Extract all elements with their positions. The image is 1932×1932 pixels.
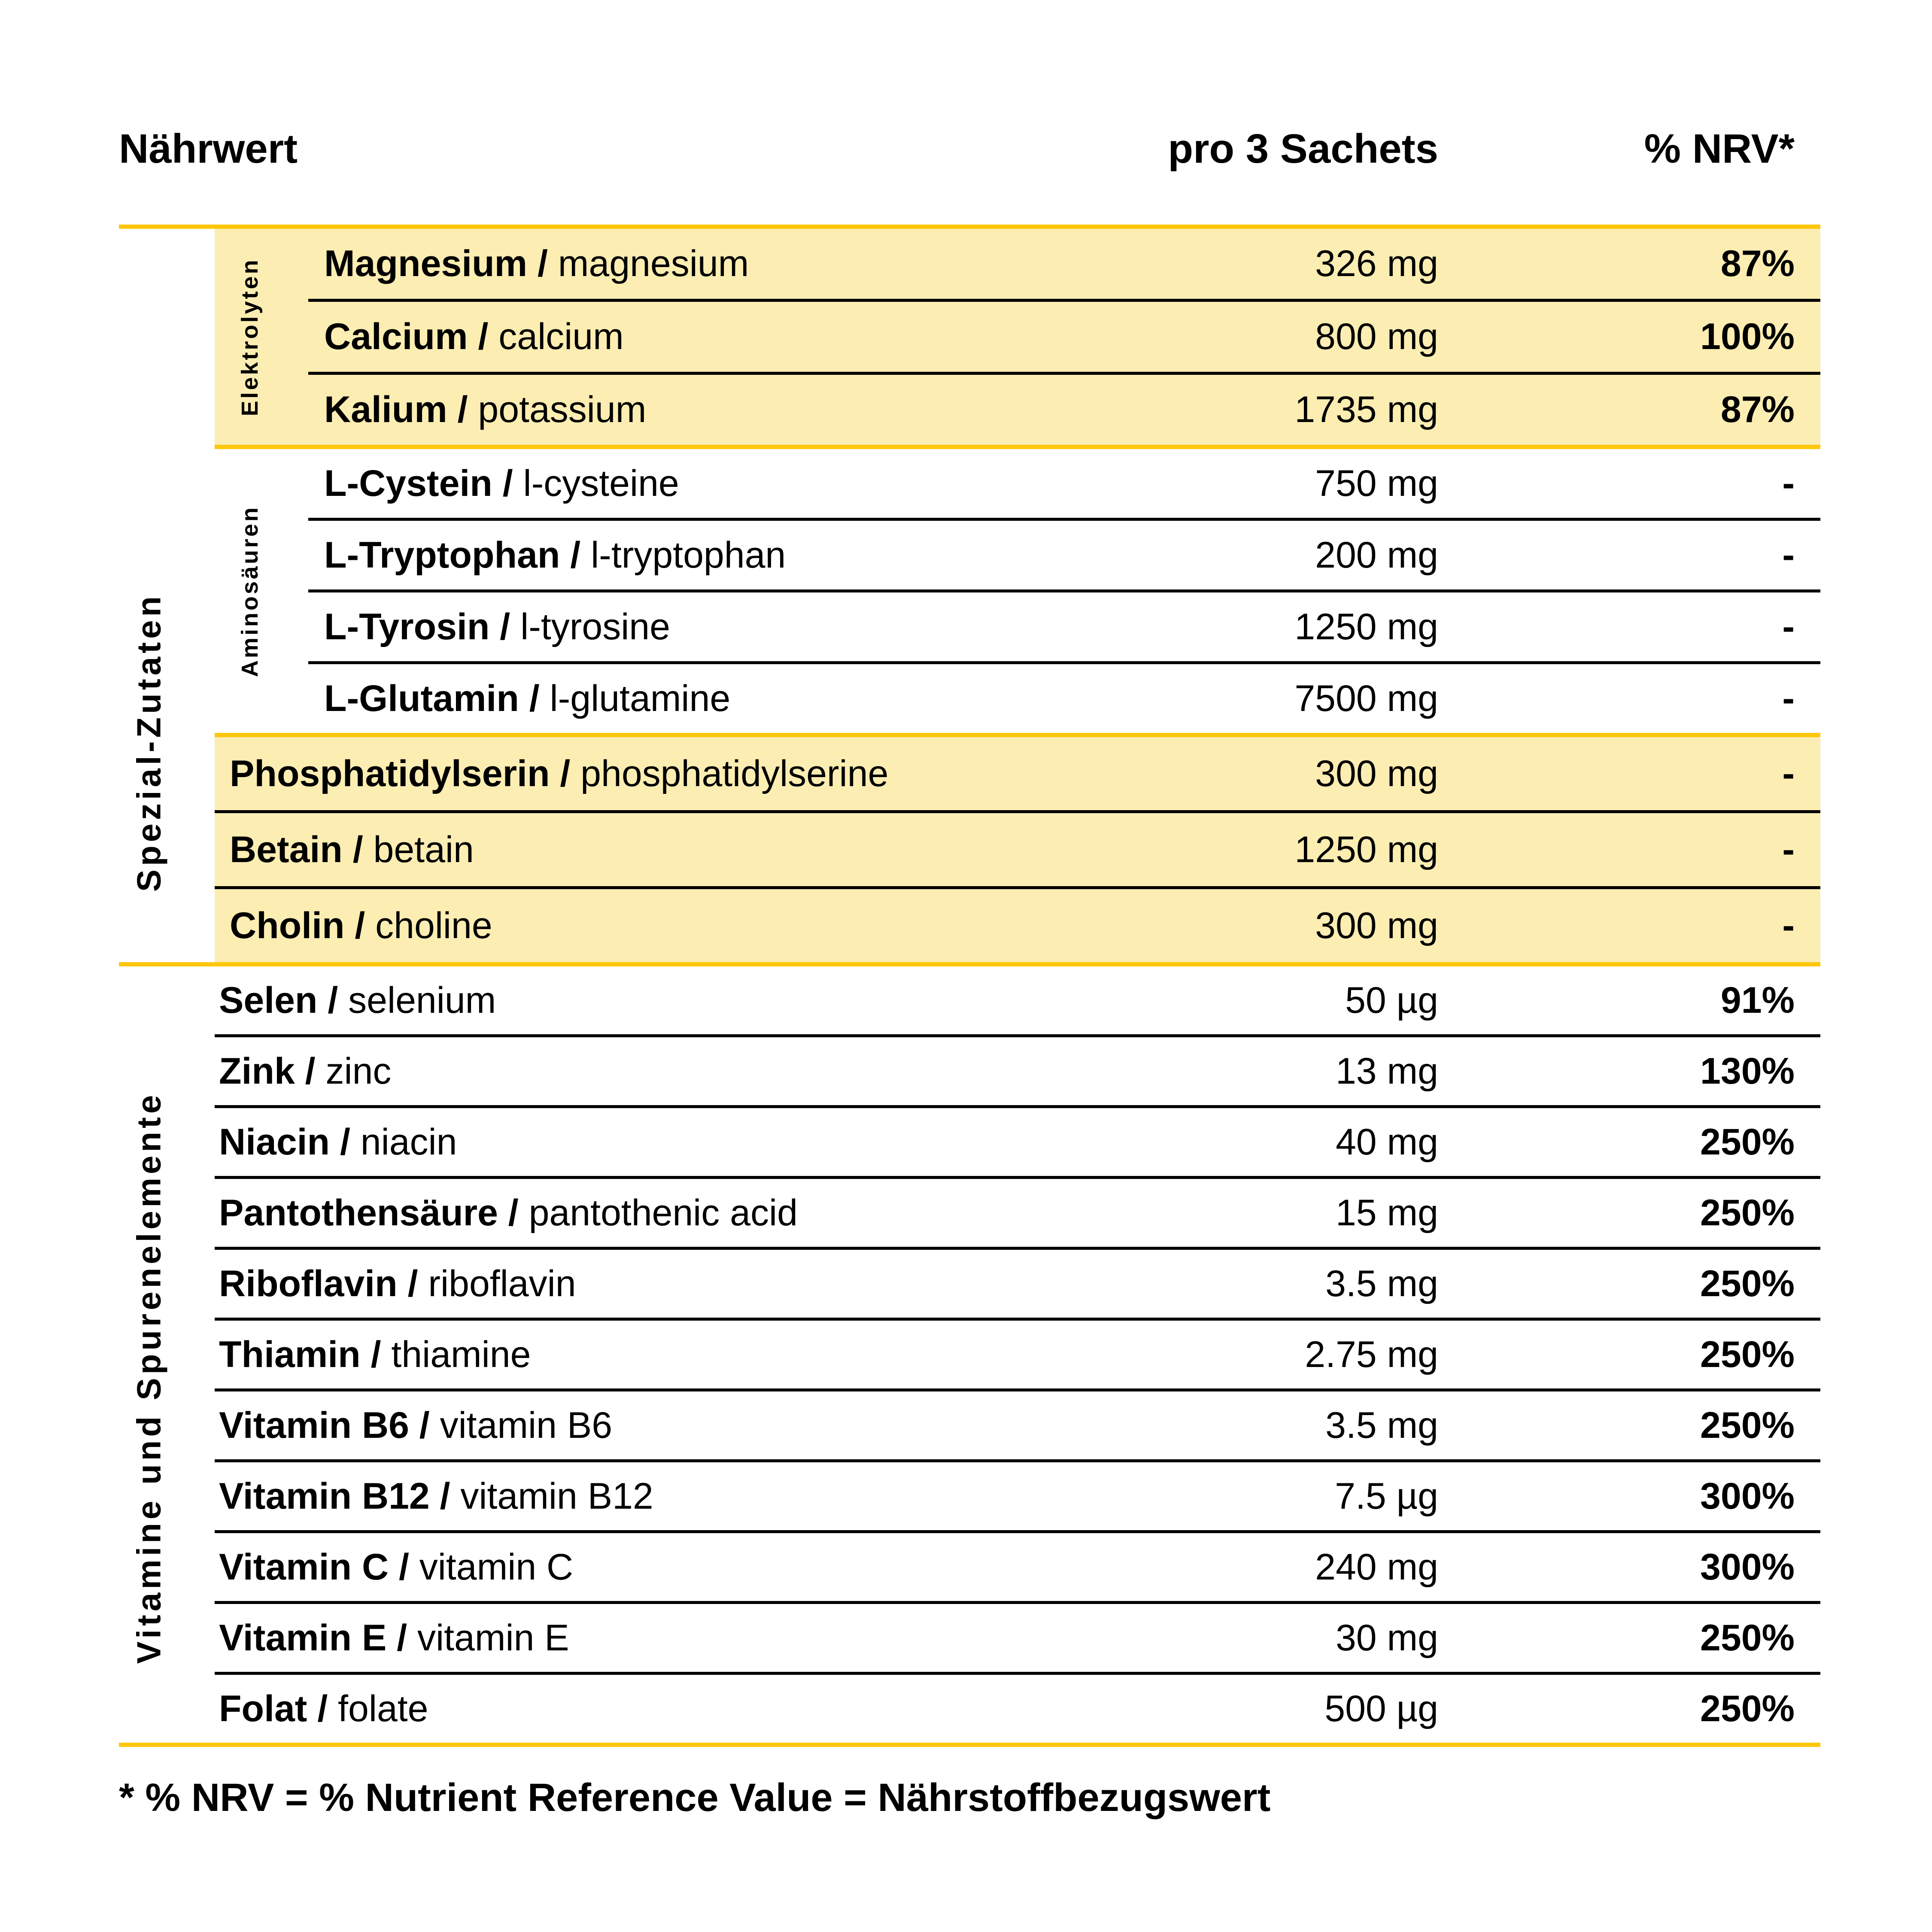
- nutrient-name: [215, 1546, 1138, 1589]
- nutrient-name-en: choline: [375, 905, 492, 946]
- nrv-value: 250%: [1700, 1334, 1795, 1375]
- amount-value: 240 mg: [1315, 1546, 1438, 1588]
- table-row: [215, 1533, 1820, 1601]
- nutrient-name-en: l-glutamine: [550, 677, 731, 719]
- nrv-value: 91%: [1720, 979, 1795, 1021]
- nutrient-name-en: thiamine: [391, 1334, 531, 1375]
- group-spezial: [119, 229, 1820, 962]
- amount-value: 326 mg: [1315, 243, 1438, 284]
- nutrient-name-en: magnesium: [558, 243, 749, 284]
- gold-divider-line: [119, 962, 1820, 966]
- amount-value: 3.5 mg: [1325, 1404, 1438, 1446]
- amount-value: 750 mg: [1315, 462, 1438, 504]
- header-nutrient: Nährwert: [119, 126, 298, 172]
- table-row: [215, 375, 1820, 445]
- table-row: [215, 1675, 1820, 1743]
- nutrient-name: [215, 979, 1138, 1022]
- nrv-value: 250%: [1700, 1404, 1795, 1446]
- nutrient-name-en: folate: [338, 1688, 428, 1729]
- row-divider-line: [215, 1034, 1820, 1037]
- amount-value: 300 mg: [1315, 905, 1438, 946]
- amount-value: 2.75 mg: [1305, 1334, 1438, 1375]
- nutrient-name-en: l-tryptophan: [591, 534, 786, 576]
- nutrient-name-en: vitamin B12: [460, 1475, 653, 1517]
- nutrient-name-de: Phosphatidylserin /: [230, 753, 581, 794]
- nutrient-name: [215, 534, 1138, 577]
- nutrient-name-de: Vitamin B12 /: [219, 1475, 461, 1517]
- row-divider-line: [215, 886, 1820, 889]
- table-row: [215, 1321, 1820, 1388]
- nutrient-name-de: Magnesium /: [324, 243, 558, 284]
- row-divider-line: [215, 810, 1820, 813]
- table-row: [215, 1108, 1820, 1176]
- table-row: [215, 1604, 1820, 1672]
- amount-value: 3.5 mg: [1325, 1263, 1438, 1304]
- nutrient-name-de: L-Glutamin /: [324, 677, 550, 719]
- nutrient-name-en: vitamin C: [419, 1546, 574, 1588]
- nrv-value: 87%: [1720, 389, 1795, 430]
- amount-value: 7500 mg: [1294, 677, 1438, 719]
- nutrient-name-en: riboflavin: [428, 1263, 576, 1304]
- table-row: [215, 229, 1820, 299]
- nrv-value: -: [1782, 753, 1795, 794]
- nutrient-name-de: Vitamin E /: [219, 1617, 417, 1659]
- nutrient-name-en: l-tyrosine: [520, 606, 670, 647]
- amount-value: 1250 mg: [1294, 606, 1438, 647]
- group-vitamins: [119, 966, 1820, 1743]
- row-divider-line: [215, 1247, 1820, 1250]
- nutrient-name-en: l-cysteine: [523, 462, 679, 504]
- nutrient-name: [215, 316, 1138, 358]
- nutrient-name-de: Thiamin /: [219, 1334, 392, 1375]
- nrv-value: 100%: [1700, 316, 1795, 357]
- nutrient-name: [215, 243, 1138, 285]
- nutrient-name-de: Zink /: [219, 1050, 326, 1092]
- nutrient-name-de: Cholin /: [230, 905, 376, 946]
- gold-divider-line: [119, 225, 1820, 229]
- nutrient-name: [215, 677, 1138, 720]
- nutrient-name-en: vitamin B6: [440, 1404, 613, 1446]
- nutrient-name-de: Niacin /: [219, 1121, 361, 1163]
- amount-value: 15 mg: [1335, 1192, 1438, 1233]
- table-row: [215, 737, 1820, 810]
- subgroup-label-amino: Aminosäuren: [237, 505, 263, 677]
- nrv-value: 250%: [1700, 1617, 1795, 1659]
- nutrient-name-de: Riboflavin /: [219, 1263, 428, 1304]
- nutrient-name-de: Vitamin B6 /: [219, 1404, 440, 1446]
- nutrient-name-en: vitamin E: [417, 1617, 569, 1659]
- amount-value: 300 mg: [1315, 753, 1438, 794]
- nrv-value: 300%: [1700, 1475, 1795, 1517]
- nutrient-name-de: Folat /: [219, 1688, 338, 1729]
- nrv-value: 300%: [1700, 1546, 1795, 1588]
- nutrient-name-de: Calcium /: [324, 316, 499, 357]
- amount-value: 200 mg: [1315, 534, 1438, 576]
- subgroup-electro: [215, 229, 1820, 445]
- amount-value: 13 mg: [1335, 1050, 1438, 1092]
- nutrient-name-en: potassium: [478, 389, 647, 430]
- nutrient-name: [215, 829, 1138, 871]
- nrv-value: 250%: [1700, 1263, 1795, 1304]
- nrv-value: -: [1782, 829, 1795, 870]
- table-row: [215, 1462, 1820, 1530]
- nrv-value: 250%: [1700, 1688, 1795, 1729]
- gold-divider-line: [215, 445, 1820, 449]
- nutrient-name: [215, 905, 1138, 947]
- nrv-value: -: [1782, 677, 1795, 719]
- row-divider-line: [215, 1105, 1820, 1108]
- table-row: [215, 302, 1820, 372]
- nutrient-name-de: Pantothensäure /: [219, 1192, 529, 1233]
- nrv-value: -: [1782, 462, 1795, 504]
- nutrient-name: [215, 1617, 1138, 1659]
- nrv-value: 250%: [1700, 1121, 1795, 1163]
- row-divider-line: [215, 1388, 1820, 1391]
- nutrient-name-en: niacin: [360, 1121, 457, 1163]
- amount-value: 500 µg: [1324, 1688, 1438, 1729]
- nutrient-name-de: Vitamin C /: [219, 1546, 419, 1588]
- header-nrv: % NRV*: [1644, 126, 1795, 172]
- table-row: [215, 449, 1820, 518]
- row-divider-line: [308, 589, 1820, 592]
- nutrient-name-de: L-Tryptophan /: [324, 534, 591, 576]
- nutrient-name: [215, 1475, 1138, 1518]
- nrv-value: 250%: [1700, 1192, 1795, 1233]
- nutrient-name-en: zinc: [325, 1050, 392, 1092]
- gold-divider-line: [215, 733, 1820, 737]
- subgroup-label-electro: Elektrolyten: [237, 257, 263, 416]
- footnote: * % NRV = % Nutrient Reference Value = Nährstoffbezugswert: [119, 1776, 1271, 1820]
- nutrient-name-en: selenium: [348, 979, 496, 1021]
- table-row: [215, 1037, 1820, 1105]
- amount-value: 50 µg: [1345, 979, 1438, 1021]
- nutrient-name: [215, 1263, 1138, 1305]
- table-row: [215, 1391, 1820, 1459]
- nutrient-name: [215, 389, 1138, 431]
- nutrient-name: [215, 462, 1138, 505]
- table-row: [215, 1250, 1820, 1318]
- nutrient-name-de: Selen /: [219, 979, 349, 1021]
- amount-value: 40 mg: [1335, 1121, 1438, 1163]
- table-row: [215, 813, 1820, 886]
- nutrient-name-de: Betain /: [230, 829, 374, 870]
- header-amount: pro 3 Sachets: [1168, 126, 1438, 172]
- nutrient-name-de: L-Cystein /: [324, 462, 523, 504]
- gold-divider-line: [119, 1743, 1820, 1747]
- nutrient-name-en: pantothenic acid: [529, 1192, 798, 1233]
- nrv-value: 87%: [1720, 243, 1795, 284]
- nutrient-name: [215, 1688, 1138, 1730]
- nutrient-name: [215, 753, 1138, 795]
- row-divider-line: [215, 1601, 1820, 1604]
- row-divider-line: [215, 1459, 1820, 1462]
- subgroup-amino: [215, 449, 1820, 733]
- amount-value: 1250 mg: [1294, 829, 1438, 870]
- subgroup-specials: [215, 737, 1820, 962]
- amount-value: 7.5 µg: [1335, 1475, 1438, 1517]
- row-divider-line: [308, 299, 1820, 302]
- row-divider-line: [308, 661, 1820, 664]
- amount-value: 1735 mg: [1294, 389, 1438, 430]
- nrv-value: -: [1782, 606, 1795, 647]
- row-divider-line: [308, 372, 1820, 375]
- table-row: [215, 966, 1820, 1034]
- nutrient-name-de: L-Tyrosin /: [324, 606, 521, 647]
- nutrient-name-de: Kalium /: [324, 389, 478, 430]
- group-label-spezial: Spezial-Zutaten: [130, 592, 168, 892]
- nutrient-name: [215, 1121, 1138, 1163]
- row-divider-line: [215, 1672, 1820, 1675]
- table-row: [215, 664, 1820, 733]
- amount-value: 30 mg: [1335, 1617, 1438, 1659]
- nutrient-name-en: betain: [373, 829, 474, 870]
- nutrient-name: [215, 1192, 1138, 1234]
- table-row: [215, 592, 1820, 661]
- row-divider-line: [215, 1176, 1820, 1179]
- amount-value: 800 mg: [1315, 316, 1438, 357]
- row-divider-line: [215, 1318, 1820, 1321]
- nrv-value: -: [1782, 905, 1795, 946]
- nrv-value: -: [1782, 534, 1795, 576]
- nutrient-name-en: calcium: [498, 316, 624, 357]
- nutrient-name-en: phosphatidylserine: [580, 753, 889, 794]
- group-label-vitamins: Vitamine und Spurenelemente: [130, 1091, 168, 1664]
- row-divider-line: [215, 1530, 1820, 1533]
- nutrient-name: [215, 1334, 1138, 1376]
- subgroup-vitamins: [215, 966, 1820, 1743]
- nrv-value: 130%: [1700, 1050, 1795, 1092]
- nutrient-name: [215, 1404, 1138, 1447]
- table-row: [215, 1179, 1820, 1247]
- nutrient-name: [215, 1050, 1138, 1093]
- row-divider-line: [308, 518, 1820, 521]
- table-row: [215, 889, 1820, 962]
- table-header: [119, 108, 1820, 190]
- nutrition-table: [119, 225, 1820, 1747]
- table-row: [215, 521, 1820, 589]
- nutrient-name: [215, 606, 1138, 648]
